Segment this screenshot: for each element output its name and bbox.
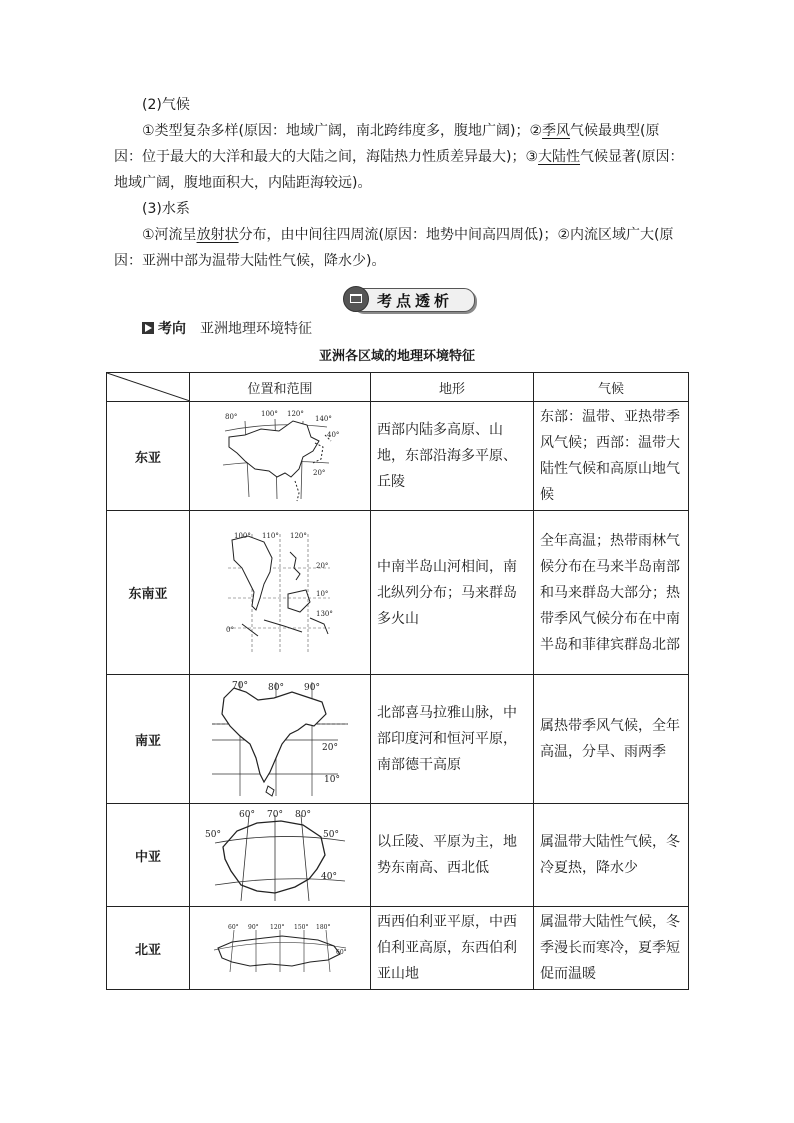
- region-name: 东南亚: [107, 511, 190, 675]
- map-label: 120°: [290, 531, 307, 540]
- map-southeast-asia: [190, 511, 371, 675]
- climate-text-1: ①类型复杂多样(原因：地域广阔，南北跨纬度多，腹地广阔)；②: [142, 123, 543, 139]
- map-south-asia: [190, 675, 371, 804]
- map-label: 100°: [234, 531, 251, 540]
- table-caption: 亚洲各区域的地理环境特征: [318, 349, 475, 364]
- south-asia-map: [210, 678, 350, 800]
- climate-cell: 属温带大陆性气候，冬季漫长而寒冷，夏季短促而温暖: [534, 907, 689, 990]
- kaoxiang-line: [142, 318, 312, 338]
- table-row: [107, 804, 689, 907]
- climate-continental-term: 大陆性: [538, 149, 581, 165]
- map-label: 60°: [336, 949, 347, 956]
- table-row: [107, 402, 689, 511]
- kaoxiang-label: 考向: [158, 321, 186, 337]
- map-label: 40°: [327, 431, 340, 439]
- map-label: 180°: [316, 924, 331, 931]
- header-location: 位置和范围: [190, 373, 371, 402]
- book-icon: [343, 286, 369, 312]
- climate-cell: 属温带大陆性气候，冬冷夏热，降水少: [534, 804, 689, 907]
- climate-cell: 全年高温；热带雨林气候分布在马来半岛南部和马来群岛大部分；热带季风气候分布在中南半岛和菲律宾群岛北部: [534, 511, 689, 675]
- water-paragraph: [114, 222, 686, 274]
- terrain-cell: 北部喜马拉雅山脉，中部印度河和恒河平原，南部德干高原: [371, 675, 534, 804]
- climate-monsoon-term: 季风: [542, 123, 571, 139]
- map-label: 90°: [304, 683, 320, 693]
- climate-cell: 东部：温带、亚热带季风气候；西部：温带大陆性气候和高原山地气候: [534, 402, 689, 511]
- east-asia-map: [215, 407, 345, 505]
- water-text-2: 分布，由中间往四周流(原因：地势中间高四周低)；②内流区域广大(原因：亚洲中部为温带大陆性气候，降水少)。: [114, 227, 674, 269]
- map-label: 10°: [316, 589, 329, 598]
- map-label: 70°: [232, 681, 248, 691]
- region-name: 南亚: [107, 675, 190, 804]
- map-label: 60°: [239, 810, 255, 820]
- header-terrain: 地形: [371, 373, 534, 402]
- water-text-1: ①河流呈: [142, 227, 197, 243]
- map-label: 130°: [316, 609, 333, 618]
- climate-section: [114, 92, 686, 274]
- map-east-asia: [190, 402, 371, 511]
- map-label: 20°: [313, 469, 326, 477]
- map-label: 120°: [287, 410, 304, 418]
- map-label: 50°: [205, 830, 221, 840]
- climate-paragraph: [114, 118, 686, 196]
- water-heading: (3)水系: [142, 201, 190, 217]
- map-label: 150°: [294, 924, 309, 931]
- play-triangle-icon: [142, 322, 154, 334]
- table-row: [107, 675, 689, 804]
- map-label: 20°: [316, 561, 329, 570]
- climate-text-2: 气候最典型(原因：位于最大的大洋和最大的大陆之间，海陆热力性质差异最大)；③: [114, 123, 660, 165]
- map-label: 120°: [270, 924, 285, 931]
- central-asia-map: [205, 807, 355, 903]
- kaoxiang-topic: 亚洲地理环境特征: [200, 321, 312, 337]
- terrain-cell: 西西伯利亚平原，中西伯利亚高原，东西伯利亚山地: [371, 907, 534, 990]
- map-label: 20°: [322, 743, 338, 753]
- header-climate: 气候: [534, 373, 689, 402]
- map-label: 140°: [315, 415, 332, 423]
- map-label: 60°: [228, 924, 239, 931]
- map-label: 70°: [267, 810, 283, 820]
- map-label: 90°: [248, 924, 259, 931]
- terrain-cell: 西部内陆多高原、山地，东部沿海多平原、丘陵: [371, 402, 534, 511]
- region-table: [106, 372, 689, 990]
- map-label: 40°: [321, 872, 337, 882]
- map-label: 110°: [262, 531, 279, 540]
- region-name: 中亚: [107, 804, 190, 907]
- table-row: [107, 511, 689, 675]
- southeast-asia-map: [224, 528, 336, 658]
- map-label: 100°: [261, 410, 278, 418]
- header-corner-cell: [107, 373, 190, 402]
- map-north-asia: [190, 907, 371, 990]
- region-name: 东亚: [107, 402, 190, 511]
- climate-cell: 属热带季风气候，全年高温，分旱、雨两季: [534, 675, 689, 804]
- section-banner: [343, 286, 475, 312]
- banner-label: 考点透析: [377, 292, 454, 310]
- map-label: 80°: [268, 683, 284, 693]
- region-name: 北亚: [107, 907, 190, 990]
- map-label: 10°: [324, 775, 340, 785]
- table-header-row: [107, 373, 689, 402]
- table-row: [107, 907, 689, 990]
- map-label: 80°: [295, 810, 311, 820]
- water-radial-term: 放射状: [196, 227, 239, 243]
- terrain-cell: 以丘陵、平原为主，地势东南高、西北低: [371, 804, 534, 907]
- map-label: 0°: [226, 625, 234, 634]
- map-central-asia: [190, 804, 371, 907]
- map-label: 80°: [225, 413, 238, 421]
- terrain-cell: 中南半岛山河相间，南北纵列分布；马来群岛多火山: [371, 511, 534, 675]
- climate-heading: (2)气候: [142, 97, 190, 113]
- climate-text-3: 气候显著(原因：地域广阔，腹地面积大，内陆距海较远)。: [114, 149, 684, 191]
- map-label: 50°: [323, 830, 339, 840]
- north-asia-map: [210, 920, 350, 976]
